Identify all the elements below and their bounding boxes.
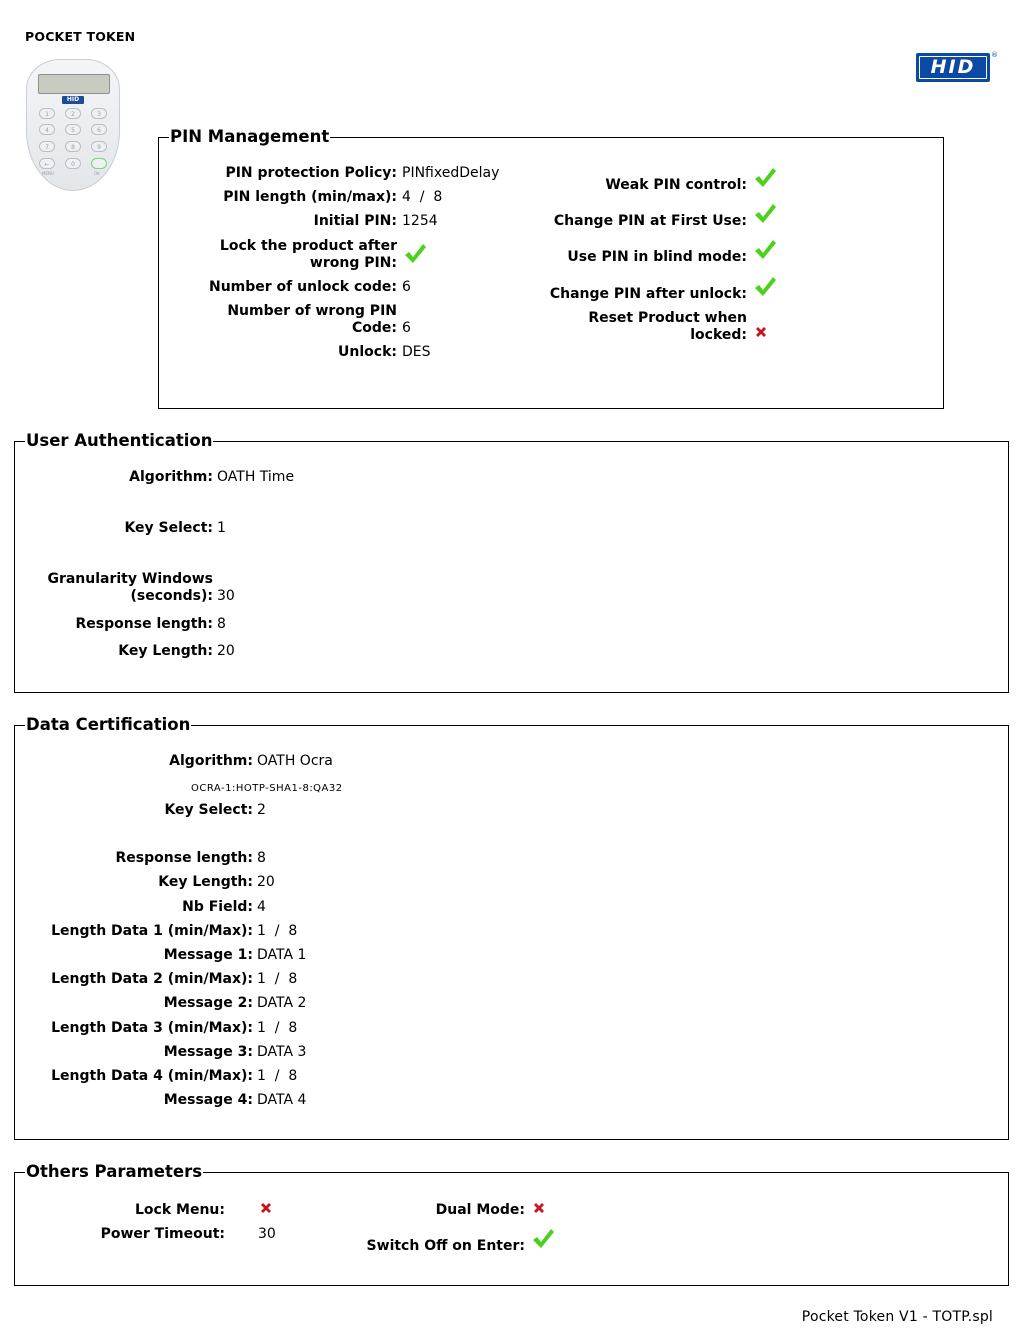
hid-logo-text: HID bbox=[930, 56, 976, 78]
dc-algorithm-value: OATH Ocra bbox=[257, 753, 333, 769]
wrong-pin-code-label: Code: bbox=[351, 320, 397, 336]
device-key: 3 bbox=[91, 108, 107, 119]
dc-message-value: DATA 1 bbox=[257, 947, 307, 963]
blind-mode-label: Use PIN in blind mode: bbox=[567, 249, 747, 265]
data-certification-section bbox=[14, 715, 1009, 1140]
device-ok-key bbox=[91, 158, 107, 169]
section-title: PIN Management bbox=[170, 127, 330, 146]
others-parameters-section bbox=[14, 1162, 1009, 1286]
ua-key-select-value: 1 bbox=[217, 520, 226, 536]
dc-message-label: Message 2: bbox=[163, 995, 253, 1011]
dc-length-data-label: Length Data 2 (min/Max): bbox=[51, 971, 253, 987]
ua-algorithm-label: Algorithm: bbox=[129, 469, 213, 485]
lock-menu-label: Lock Menu: bbox=[135, 1202, 225, 1218]
hid-logo bbox=[916, 53, 990, 82]
reset-when-locked-label: Reset Product when bbox=[588, 310, 747, 326]
dc-length-data-label: Length Data 1 (min/Max): bbox=[51, 923, 253, 939]
pocket-token-device-image bbox=[26, 59, 120, 191]
dc-message-label: Message 4: bbox=[163, 1092, 253, 1108]
device-key: 6 bbox=[91, 124, 107, 135]
dc-length-data-value: 1 / 8 bbox=[257, 971, 298, 987]
device-screen bbox=[38, 74, 110, 94]
weak-pin-control-label: Weak PIN control: bbox=[605, 177, 747, 193]
pin-protection-policy-value: PINfixedDelay bbox=[402, 165, 500, 181]
ua-key-length-label: Key Length: bbox=[118, 643, 213, 659]
device-key: ← bbox=[39, 158, 55, 169]
device-brand-label: HID bbox=[62, 96, 84, 104]
dc-length-data-value: 1 / 8 bbox=[257, 1068, 298, 1084]
power-timeout-value: 30 bbox=[258, 1226, 276, 1242]
device-key: 2 bbox=[65, 108, 81, 119]
dc-message-value: DATA 3 bbox=[257, 1044, 307, 1060]
pin-protection-policy-label: PIN protection Policy: bbox=[225, 165, 397, 181]
device-key: 0 bbox=[65, 158, 81, 169]
dc-key-select-value: 2 bbox=[257, 802, 266, 818]
device-key-label: OK bbox=[94, 171, 100, 176]
dc-message-label: Message 3: bbox=[163, 1044, 253, 1060]
power-timeout-label: Power Timeout: bbox=[100, 1226, 225, 1242]
dc-nb-field-value: 4 bbox=[257, 899, 266, 915]
device-key-label: MENU bbox=[42, 171, 54, 176]
dc-length-data-value: 1 / 8 bbox=[257, 1020, 298, 1036]
lock-after-wrong-label: Lock the product after bbox=[219, 238, 397, 254]
change-after-unlock-label: Change PIN after unlock: bbox=[549, 286, 747, 302]
pin-length-value: 4 / 8 bbox=[402, 189, 443, 205]
ua-granularity-value: 30 bbox=[217, 588, 235, 604]
cross-icon bbox=[754, 325, 768, 339]
dc-response-length-value: 8 bbox=[257, 850, 266, 866]
dc-key-select-label: Key Select: bbox=[164, 802, 253, 818]
dc-message-value: DATA 4 bbox=[257, 1092, 307, 1108]
check-icon bbox=[753, 275, 777, 299]
section-title: Data Certification bbox=[26, 715, 191, 734]
footer-filename: Pocket Token V1 - TOTP.spl bbox=[801, 1309, 993, 1325]
ua-response-length-label: Response length: bbox=[75, 616, 213, 632]
dual-mode-label: Dual Mode: bbox=[435, 1202, 525, 1218]
wrong-pin-code-value: 6 bbox=[402, 320, 411, 336]
ua-key-select-label: Key Select: bbox=[124, 520, 213, 536]
ua-granularity-label: (seconds): bbox=[130, 588, 213, 604]
unlock-code-count-label: Number of unlock code: bbox=[208, 279, 397, 295]
dc-nb-field-label: Nb Field: bbox=[182, 899, 253, 915]
dc-key-length-value: 20 bbox=[257, 874, 275, 890]
cross-icon bbox=[532, 1201, 546, 1215]
dc-length-data-label: Length Data 4 (min/Max): bbox=[51, 1068, 253, 1084]
device-key: 5 bbox=[65, 124, 81, 135]
ua-algorithm-value: OATH Time bbox=[217, 469, 295, 485]
check-icon bbox=[531, 1227, 555, 1251]
switch-off-enter-label: Switch Off on Enter: bbox=[366, 1238, 525, 1254]
unlock-value: DES bbox=[402, 344, 431, 360]
dc-key-length-label: Key Length: bbox=[158, 874, 253, 890]
section-title: User Authentication bbox=[26, 431, 213, 450]
dc-message-label: Message 1: bbox=[163, 947, 253, 963]
check-icon bbox=[403, 242, 427, 266]
unlock-code-count-value: 6 bbox=[402, 279, 411, 295]
lock-after-wrong-label: wrong PIN: bbox=[309, 255, 397, 271]
change-pin-first-use-label: Change PIN at First Use: bbox=[553, 213, 747, 229]
user-authentication-section bbox=[14, 431, 1009, 693]
initial-pin-label: Initial PIN: bbox=[313, 213, 397, 229]
check-icon bbox=[753, 166, 777, 190]
pin-management-section bbox=[158, 127, 944, 409]
device-key: 4 bbox=[39, 124, 55, 135]
check-icon bbox=[753, 238, 777, 262]
device-key: 7 bbox=[39, 141, 55, 152]
pin-length-label: PIN length (min/max): bbox=[223, 189, 397, 205]
ua-response-length-value: 8 bbox=[217, 616, 226, 632]
dc-algorithm-label: Algorithm: bbox=[169, 753, 253, 769]
registered-mark: ® bbox=[991, 51, 998, 59]
dc-response-length-label: Response length: bbox=[115, 850, 253, 866]
product-title: POCKET TOKEN bbox=[25, 29, 136, 44]
device-key: 8 bbox=[65, 141, 81, 152]
section-title: Others Parameters bbox=[26, 1162, 203, 1181]
ua-granularity-label: Granularity Windows bbox=[47, 571, 213, 587]
cross-icon bbox=[259, 1201, 273, 1215]
check-icon bbox=[753, 202, 777, 226]
dc-ocra-suite: OCRA-1:HOTP-SHA1-8:QA32 bbox=[191, 783, 343, 794]
reset-when-locked-label: locked: bbox=[690, 327, 747, 343]
dc-length-data-label: Length Data 3 (min/Max): bbox=[51, 1020, 253, 1036]
ua-key-length-value: 20 bbox=[217, 643, 235, 659]
dc-length-data-value: 1 / 8 bbox=[257, 923, 298, 939]
device-key: 9 bbox=[91, 141, 107, 152]
device-key: 1 bbox=[39, 108, 55, 119]
unlock-label: Unlock: bbox=[338, 344, 397, 360]
wrong-pin-code-label: Number of wrong PIN bbox=[227, 303, 397, 319]
initial-pin-value: 1254 bbox=[402, 213, 438, 229]
dc-message-value: DATA 2 bbox=[257, 995, 307, 1011]
